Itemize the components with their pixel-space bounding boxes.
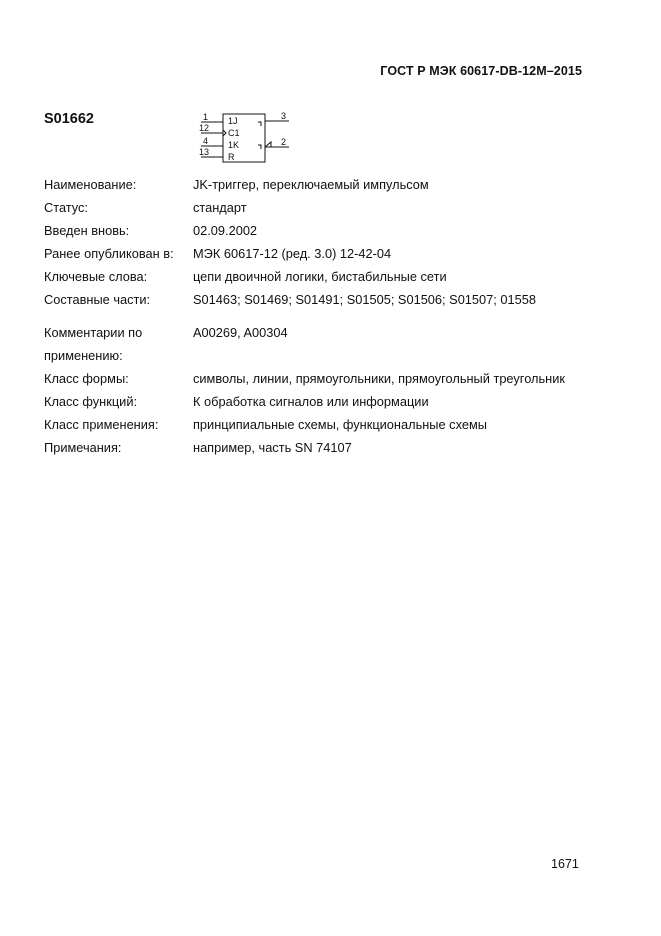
qualifier-label: 1K <box>228 140 240 150</box>
field-value: символы, линии, прямоугольники, прямоугольный треугольник <box>193 371 565 386</box>
field-row <box>44 413 604 436</box>
field-label: Составные части: <box>44 292 151 307</box>
field-label: Ключевые слова: <box>44 269 148 284</box>
field-value <box>193 344 604 367</box>
field-label: Класс формы: <box>44 371 129 386</box>
field-row <box>44 344 604 367</box>
field-row <box>44 367 604 390</box>
postponed-output-mark-bottom <box>258 145 261 149</box>
pin-number: 13 <box>199 147 210 157</box>
field-label: Введен вновь: <box>44 223 130 238</box>
field-value: S01463; S01469; S01491; S01505; S01506; S01507; 01558 <box>193 292 536 307</box>
field-label: Класс функций: <box>44 394 138 409</box>
field-label: Статус: <box>44 200 89 215</box>
field-label: Ранее опубликован в: <box>44 246 174 261</box>
qualifier-label: C1 <box>228 128 240 138</box>
field-row <box>44 288 604 311</box>
field-value: МЭК 60617-12 (ред. 3.0) 12-42-04 <box>193 246 392 261</box>
pin-number: 2 <box>281 137 287 147</box>
page-number: 1671 <box>551 857 579 871</box>
field-row <box>44 321 604 344</box>
symbol-code: S01662 <box>44 111 94 127</box>
field-value: принципиальные схемы, функциональные схемы <box>193 417 487 432</box>
field-value: цепи двоичной логики, бистабильные сети <box>193 269 447 284</box>
field-row <box>44 173 604 196</box>
field-value: стандарт <box>193 200 247 215</box>
field-label: Класс применения: <box>44 417 159 432</box>
field-value: A00269, A00304 <box>193 325 288 340</box>
qualifier-label: R <box>228 152 235 162</box>
field-row <box>44 265 604 288</box>
field-value: например, часть SN 74107 <box>193 440 352 455</box>
section-gap <box>44 311 604 321</box>
field-value: 02.09.2002 <box>193 223 258 238</box>
field-label: Наименование: <box>44 177 137 192</box>
field-label: применению: <box>44 348 123 363</box>
field-label: Примечания: <box>44 440 122 455</box>
field-value: К обработка сигналов или информации <box>193 394 429 409</box>
pin-number: 1 <box>203 112 209 122</box>
pin-number: 12 <box>199 123 210 133</box>
negation-indicator <box>265 142 271 147</box>
qualifier-label: 1J <box>228 116 238 126</box>
field-row <box>44 436 604 459</box>
field-row <box>44 242 604 265</box>
pin-number: 3 <box>281 112 287 121</box>
field-label: Комментарии по <box>44 325 143 340</box>
postponed-output-mark-top <box>258 122 261 126</box>
jk-flipflop-symbol <box>195 112 291 164</box>
field-row <box>44 390 604 413</box>
pin-number: 4 <box>203 136 209 146</box>
field-row <box>44 196 604 219</box>
field-row <box>44 219 604 242</box>
field-value: JK-триггер, переключаемый импульсом <box>193 177 429 192</box>
standard-header: ГОСТ Р МЭК 60617-DB-12M–2015 <box>380 64 582 78</box>
attribute-table <box>44 173 604 459</box>
